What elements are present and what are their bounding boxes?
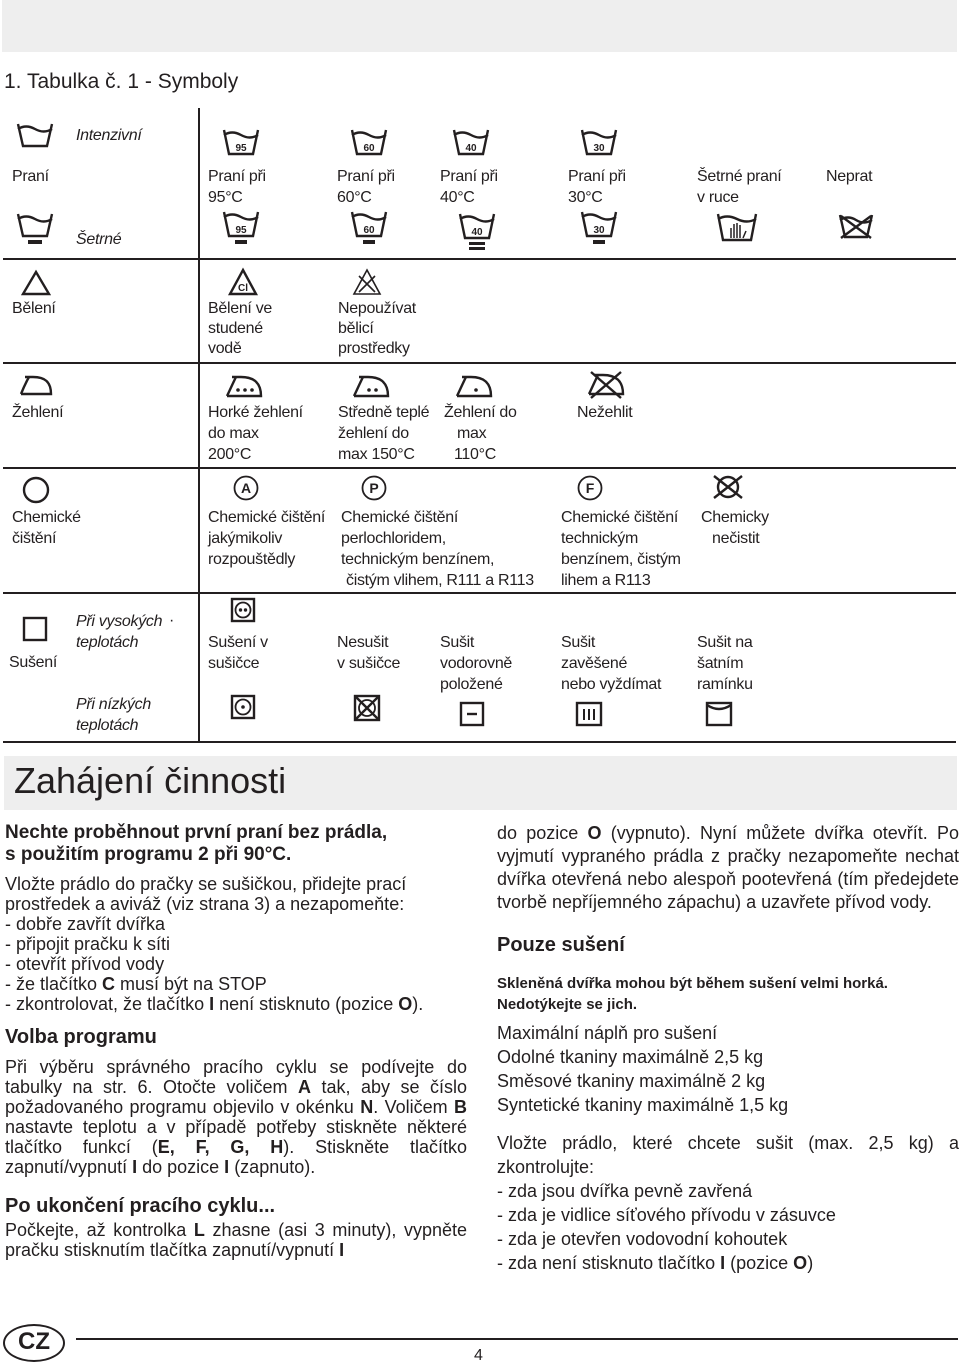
no-bleach-line3: prostředky [338, 340, 410, 357]
check-plug: - zda je vidlice síťového přívodu v zásuvce [497, 1205, 836, 1225]
left-column [5, 822, 467, 1260]
no-bleach-line2: bělicí [338, 320, 374, 337]
tumble-dry-line2: sušičce [208, 655, 260, 672]
dry-flat-line1: Sušit [440, 634, 475, 651]
svg-text:30: 30 [593, 225, 605, 236]
load-synthetic: Syntetické tkaniny maximálně 1,5 kg [497, 1095, 789, 1115]
no-bleach-line1: Nepoužívat [338, 300, 416, 317]
no-iron-icon [585, 368, 627, 400]
no-bleach-icon [352, 268, 382, 296]
wash-intensive-label: Intenzivní [76, 127, 142, 144]
wash-95-line2: 95°C [208, 189, 243, 206]
wash-95-icon [222, 128, 262, 158]
dry-clean-f-line3: benzínem, čistým [561, 551, 681, 568]
p1-line2: prostředek a aviváž (viz strana 3) a nezapomeňte: [5, 894, 405, 914]
wash-40-line1: Praní při [440, 168, 498, 185]
iron-high-line2: do max [208, 425, 259, 442]
wash-gentle-label: Šetrné [76, 231, 122, 248]
row-divider-1 [3, 258, 956, 260]
no-iron-label: Nežehlit [577, 404, 633, 421]
dry-clean-p-line3: technickým benzínem, [341, 551, 495, 568]
country-code: CZ [18, 1328, 50, 1355]
row-divider-3 [3, 467, 956, 469]
wash-40-line2: 40°C [440, 189, 475, 206]
hand-wash-line1: Šetrné praní [697, 168, 782, 185]
svg-text:40: 40 [471, 227, 483, 238]
dry-square-icon [22, 616, 50, 644]
drip-dry-line2: zavěšené [561, 655, 628, 672]
check-list [497, 1179, 959, 1275]
dry-clean-f-line1: Chemické čištění [561, 509, 679, 526]
tumble-dry-low-icon [230, 694, 258, 722]
iron-medium-icon [352, 372, 392, 400]
volba-text: Při výběru správného pracího cyklu se podívejte do tabulky na str. 6. Otočte voličem A tak, aby se číslo požadovaného programu objevilo v okénku N. Voličem B nastavte teplotu a v případě potřeby stiskněte některé tlačítko funkcí (E, F, G, H). Stiskněte tlačítko zapnutí/vypnutí I do pozice I (zapnuto). [5, 1057, 468, 1177]
table-title: 1. Tabulka č. 1 - Symboly [4, 70, 239, 93]
step-button-c: - že tlačítko C musí být na STOP [5, 974, 267, 994]
table-column-divider [198, 108, 200, 742]
ukonceni-text: Počkejte, až kontrolka L zhasne (asi 3 minuty), vypněte pračku stisknutím tlačítka zapnutí/vypnutí I [5, 1220, 467, 1260]
wash-30-line2: 30°C [568, 189, 603, 206]
iron-high-icon [225, 372, 265, 400]
drip-dry-line1: Sušit [561, 634, 596, 651]
wash-30-gentle-icon [580, 210, 620, 246]
line-dry-line1: Sušit na [697, 634, 753, 651]
wash-60-icon [350, 128, 390, 158]
svg-text:40: 40 [465, 143, 477, 154]
continued-text: do pozice O (vypnuto). Nyní můžete dvířka otevřít. Po vyjmutí vypraného prádla z pračky nezapomeňte nechat dvířka otevřená nebo alespoň pootevřená (tím předejdete tvorbě nepříjemného zápachu) a uzavřete přívod vody. [497, 823, 959, 912]
warning-line2: Nedotýkejte se jich. [497, 996, 638, 1013]
drip-dry-line3: nebo vyždímat [561, 676, 662, 693]
dry-clean-a-line3: rozpouštědly [208, 551, 296, 568]
row-label-beleni: Bělení [12, 300, 56, 317]
iron-high-line1: Horké žehlení [208, 404, 303, 421]
tumble-dry-high-icon [230, 597, 258, 625]
step-close-door: - dobře zavřít dvířka [5, 914, 166, 934]
wash-30-icon [580, 128, 620, 158]
iron-high-line3: 200°C [208, 446, 252, 463]
svg-text:95: 95 [235, 143, 247, 154]
dry-high-line1: Při vysokých [76, 613, 163, 630]
wash-40-icon [452, 128, 492, 158]
bleach-cl-icon [228, 268, 258, 296]
wash-tub-intensive-icon [16, 122, 56, 152]
iron-icon [19, 372, 55, 398]
drip-dry-icon [575, 701, 605, 729]
right-column [497, 822, 959, 1275]
load-max: Maximální náplň pro sušení [497, 1023, 718, 1043]
row-label-suseni: Sušení [9, 654, 58, 671]
iron-medium-line3: max 150°C [338, 446, 415, 463]
volba-title: Volba programu [5, 1026, 157, 1048]
dry-clean-f-line2: technickým [561, 530, 639, 547]
section-title: Zahájení činnosti [14, 760, 287, 801]
line-dry-line3: ramínku [697, 676, 753, 693]
dry-clean-a-icon [232, 474, 260, 502]
dry-clean-p-line2: perlochloridem, [341, 530, 446, 547]
wash-95-gentle-icon [222, 210, 262, 246]
dry-flat-line2: vodorovně [440, 655, 513, 672]
iron-low-line3: 110°C [454, 446, 496, 463]
row-divider-2 [3, 362, 956, 364]
intro-line2: s použitím programu 2 při 90°C. [5, 844, 292, 865]
step-plug-in: - připojit pračku k síti [5, 934, 171, 954]
dry-flat-icon [459, 701, 487, 729]
page-number: 4 [474, 1347, 483, 1364]
row-label-prani: Praní [12, 168, 49, 185]
hand-wash-line2: v ruce [697, 189, 739, 206]
dry-clean-f-line4: lihem a R113 [561, 572, 651, 589]
dry-clean-p-line1: Chemické čištění [341, 509, 459, 526]
warning-line1: Skleněná dvířka mohou být během sušení velmi horká. [497, 975, 888, 992]
ukonceni-title: Po ukončení pracího cyklu... [5, 1195, 276, 1217]
dry-high-line2: teplotách [76, 634, 139, 651]
bleach-triangle-icon [21, 270, 51, 296]
dry-clean-a-line2: jakýmikoliv [208, 530, 283, 547]
footer-rule [76, 1338, 958, 1340]
svg-text:30: 30 [593, 143, 605, 154]
check-door: - zda jsou dvířka pevně zavřená [497, 1181, 753, 1201]
row-divider-4 [3, 592, 956, 594]
row-label-chemicke-1: Chemické [12, 509, 81, 526]
vlozte-text: Vložte prádlo, které chcete sušit (max. 2,5 kg) a zkontrolujte: [497, 1133, 959, 1177]
svg-text:A: A [240, 480, 252, 496]
step-button-i: - zkontrolovat, že tlačítko I není stisknuto (pozice O). [5, 994, 424, 1014]
dry-clean-p-line4: čistým vlihem, R111 a R113 [346, 572, 534, 589]
load-cotton: Odolné tkaniny maximálně 2,5 kg [497, 1047, 764, 1067]
svg-text:Cl: Cl [238, 283, 248, 294]
dry-clean-circle-icon [21, 475, 51, 505]
check-button-i: - zda není stisknuto tlačítko I (pozice O) [497, 1253, 814, 1273]
wash-30-line1: Praní při [568, 168, 626, 185]
pouze-title: Pouze sušení [497, 934, 625, 956]
p1-line1: Vložte prádlo do pračky se sušičkou, přidejte prací [5, 874, 407, 894]
no-dry-clean-icon [712, 474, 744, 500]
dry-low-line2: teplotách [76, 717, 139, 734]
svg-text:60: 60 [363, 225, 375, 236]
iron-low-icon [455, 372, 495, 400]
bleach-cold-line1: Bělení ve [208, 300, 273, 317]
dry-clean-a-line1: Chemické čištění [208, 509, 326, 526]
wash-60-gentle-icon [350, 210, 390, 246]
no-tumble-dry-line2: v sušičce [337, 655, 401, 672]
iron-medium-line1: Středně teplé [338, 404, 430, 421]
line-dry-line2: šatním [697, 655, 744, 672]
intro-line1: Nechte proběhnout první praní bez prádla, [5, 822, 388, 843]
svg-text:95: 95 [235, 225, 247, 236]
no-tumble-dry-line1: Nesušit [337, 634, 389, 651]
no-tumble-dry-icon [353, 694, 383, 724]
dry-clean-p-icon [360, 474, 388, 502]
row-label-zehleni: Žehlení [12, 404, 64, 421]
iron-low-line2: max [457, 425, 487, 442]
svg-text:P: P [369, 480, 379, 496]
loads-list [497, 1021, 959, 1117]
wash-60-line1: Praní při [337, 168, 395, 185]
dry-flat-line3: položené [440, 676, 503, 693]
intro-bold [5, 822, 467, 866]
do-not-wash-label: Neprat [826, 168, 873, 185]
load-mixed: Směsové tkaniny maximálně 2 kg [497, 1071, 766, 1091]
svg-text:F: F [585, 480, 595, 496]
check-water-tap: - zda je otevřen vodovodní kohoutek [497, 1229, 788, 1249]
top-bar [2, 0, 957, 52]
hand-wash-icon [716, 212, 760, 244]
row-divider-5 [3, 741, 956, 743]
row-label-chemicke-2: čištění [12, 530, 57, 547]
bleach-cold-line2: studené [208, 320, 263, 337]
svg-text:60: 60 [363, 143, 375, 154]
wash-95-line1: Praní při [208, 168, 266, 185]
no-dry-clean-line1: Chemicky [701, 509, 769, 526]
hanger-dry-icon [705, 701, 735, 729]
iron-low-line1: Žehlení do [444, 404, 517, 421]
iron-medium-line2: žehlení do [338, 425, 409, 442]
wash-40-delicate-icon [458, 212, 498, 254]
country-badge [3, 1324, 65, 1362]
wash-60-line2: 60°C [337, 189, 372, 206]
section-band [4, 756, 957, 810]
no-dry-clean-line2: nečistit [712, 530, 760, 547]
bleach-cold-line3: vodě [208, 340, 242, 357]
dry-high-dot: · [169, 612, 175, 629]
do-not-wash-icon [838, 213, 876, 241]
hot-glass-warning [497, 973, 959, 1015]
step-open-water: - otevřít přívod vody [5, 954, 165, 974]
dry-low-line1: Při nízkých [76, 696, 151, 713]
wash-tub-gentle-icon [16, 212, 56, 246]
dry-clean-f-icon [576, 474, 604, 502]
tumble-dry-line1: Sušení v [208, 634, 268, 651]
instructions-paragraph [5, 874, 467, 1014]
